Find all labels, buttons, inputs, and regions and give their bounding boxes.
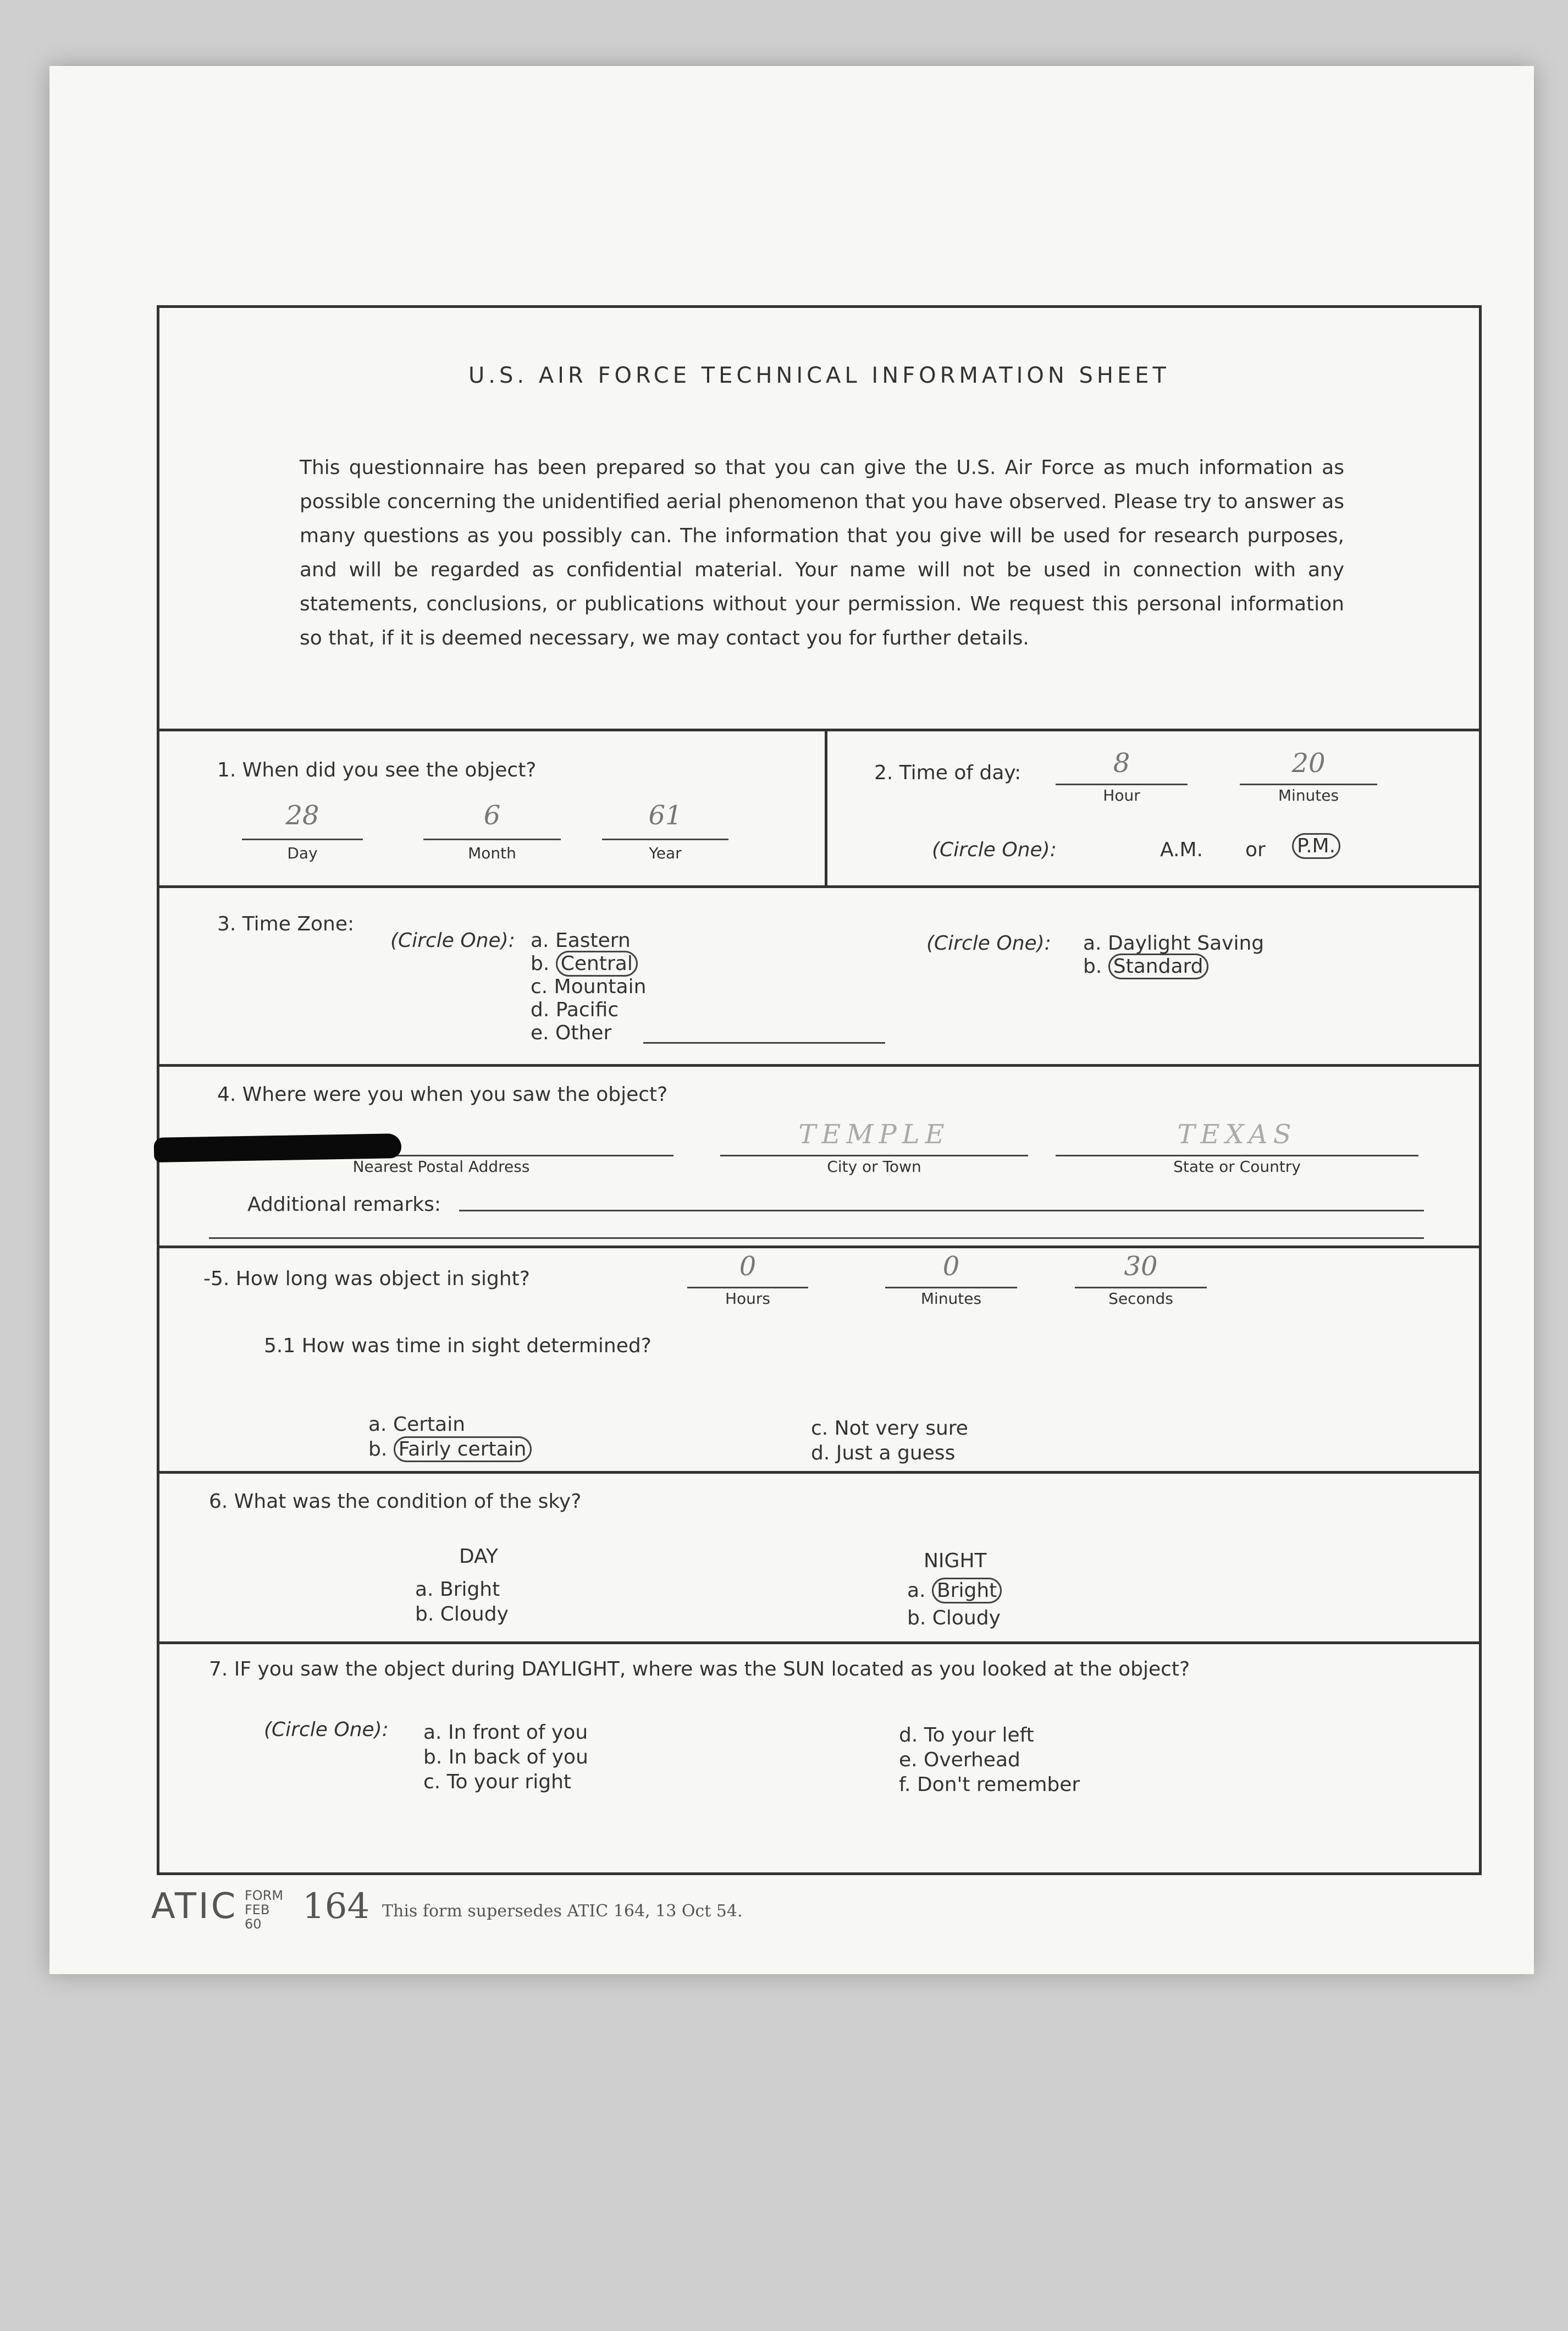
q3-other-line — [643, 1042, 885, 1044]
q6-day-cloudy: b. Cloudy — [415, 1603, 509, 1625]
q1-month-label: Month — [468, 844, 516, 862]
q4-address-label: Nearest Postal Address — [352, 1158, 530, 1176]
q5-opt-certain: a. Certain — [368, 1413, 466, 1436]
q7-opt-dont-remember: f. Don't remember — [899, 1773, 1080, 1796]
divider — [159, 885, 1479, 888]
q7-question: 7. IF you saw the object during DAYLIGHT, where was the SUN located as you looked at the object? — [209, 1658, 1190, 1680]
q1-year-line — [602, 839, 728, 840]
q5-opt-fairly-certain-prefix: b. — [368, 1438, 388, 1461]
q4-state-line — [1056, 1155, 1418, 1156]
q2-minutes-line — [1240, 784, 1377, 785]
form-number: 164 — [302, 1886, 370, 1927]
q1-day-value: 28 — [285, 800, 319, 831]
q4-remarks-line-2 — [209, 1237, 1424, 1239]
q4-city-value: TEMPLE — [798, 1119, 950, 1150]
q3-opt-eastern: a. Eastern — [531, 929, 631, 952]
q6-night-bright-row — [907, 1579, 1002, 1602]
q5-hours-line — [687, 1287, 808, 1288]
q2-question: 2. Time of day: — [874, 762, 1022, 784]
form-date: FEB 60 — [245, 1902, 270, 1932]
q6-day-header: DAY — [459, 1545, 498, 1568]
divider — [159, 1471, 1479, 1474]
q4-remarks-line — [459, 1210, 1424, 1211]
q2-hour-label: Hour — [1103, 786, 1140, 804]
form-sheet — [49, 66, 1534, 1974]
q2-minutes-label: Minutes — [1278, 786, 1339, 804]
q2-or: or — [1245, 839, 1266, 861]
q3-opt-pacific: d. Pacific — [531, 999, 619, 1021]
q3-opt-mountain: c. Mountain — [531, 976, 647, 998]
q1-year-value: 61 — [648, 800, 682, 831]
q7-opt-to-right: c. To your right — [423, 1771, 571, 1793]
q7-opt-in-back: b. In back of you — [423, 1746, 588, 1768]
redacted-address — [154, 1133, 402, 1162]
q1-day-line — [242, 839, 363, 840]
q5-minutes-line — [885, 1287, 1017, 1288]
q2-pm: P.M. — [1292, 833, 1340, 859]
q2-hour-line — [1056, 784, 1188, 785]
q7-circle-one: (Circle One): — [264, 1718, 389, 1741]
q3-opt-central-prefix: b. — [531, 952, 550, 975]
form-frame — [157, 305, 1482, 1875]
q6-night-cloudy: b. Cloudy — [907, 1607, 1001, 1629]
q6-question: 6. What was the condition of the sky? — [209, 1490, 582, 1513]
q1-day-label: Day — [287, 844, 318, 862]
q6-night-bright: Bright — [932, 1578, 1002, 1603]
divider — [159, 1641, 1479, 1644]
q3-opt-other: e. Other — [531, 1022, 612, 1044]
q3-opt-central: Central — [556, 951, 638, 977]
form-date-block — [245, 1888, 283, 1931]
q3-circle-one-left: (Circle One): — [390, 929, 515, 952]
q7-opt-overhead: e. Overhead — [899, 1749, 1020, 1771]
q5-minutes-label: Minutes — [920, 1290, 982, 1308]
supersedes-note: This form supersedes ATIC 164, 13 Oct 54. — [382, 1902, 743, 1921]
q3-opt-central-row — [531, 952, 638, 975]
q1-year-label: Year — [649, 844, 682, 862]
q3-dst-standard-row — [1083, 955, 1208, 978]
q2-pm-circled — [1292, 835, 1340, 857]
q2-minutes-value: 20 — [1291, 748, 1326, 779]
q4-state-label: State or Country — [1173, 1158, 1301, 1176]
q4-question: 4. Where were you when you saw the object? — [217, 1083, 668, 1106]
divider — [159, 1246, 1479, 1248]
q4-state-value: TEXAS — [1177, 1119, 1297, 1150]
q3-dst-daylight: a. Daylight Saving — [1083, 932, 1265, 955]
q3-circle-one-right: (Circle One): — [926, 932, 1051, 955]
q1-month-value: 6 — [483, 800, 501, 831]
divider — [825, 729, 827, 885]
atic-label: ATIC — [151, 1886, 238, 1927]
divider — [159, 1064, 1479, 1067]
q2-am: A.M. — [1160, 839, 1203, 861]
q3-dst-standard: Standard — [1108, 954, 1208, 979]
q3-question: 3. Time Zone: — [217, 913, 355, 935]
intro-paragraph: This questionnaire has been prepared so that you can give the U.S. Air Force as much information as possible concerning the unidentified aerial phenomenon that you have observed. Please try to answer as many questions as you possibly can. The information that you give will be used for research purposes, and will be regarded as confidential material. Your name will not be used in connection with any statements, conclusions, or publications without your permission. We request this personal information so that, if it is deemed necessary, we may contact you for further details. — [300, 456, 1344, 649]
q5-opt-fairly-certain-row — [368, 1438, 532, 1461]
q7-opt-in-front: a. In front of you — [423, 1721, 588, 1744]
q5-opt-fairly-certain: Fairly certain — [394, 1436, 532, 1462]
q5-minutes-value: 0 — [942, 1251, 960, 1282]
divider — [159, 729, 1479, 731]
q4-remarks-label: Additional remarks: — [247, 1193, 441, 1216]
q5-seconds-value: 30 — [1124, 1251, 1158, 1282]
q6-day-bright: a. Bright — [415, 1578, 500, 1601]
q6-night-bright-prefix: a. — [907, 1579, 926, 1602]
q5-hours-value: 0 — [739, 1251, 757, 1282]
q7-opt-to-left: d. To your left — [899, 1724, 1034, 1746]
q5-seconds-label: Seconds — [1108, 1290, 1173, 1308]
q2-circle-one: (Circle One): — [932, 839, 1057, 861]
q1-month-line — [423, 839, 561, 840]
q5-sub-question: 5.1 How was time in sight determined? — [264, 1335, 652, 1357]
q1-question: 1. When did you see the object? — [217, 759, 537, 781]
q5-question: -5. How long was object in sight? — [203, 1268, 530, 1290]
q3-dst-standard-prefix: b. — [1083, 955, 1102, 978]
form-word: FORM — [245, 1888, 284, 1903]
q2-hour-value: 8 — [1113, 748, 1130, 779]
q6-night-header: NIGHT — [924, 1550, 987, 1572]
q4-city-line — [720, 1155, 1028, 1156]
q5-seconds-line — [1075, 1287, 1207, 1288]
q4-city-label: City or Town — [827, 1158, 921, 1176]
q5-opt-not-very-sure: c. Not very sure — [811, 1417, 968, 1440]
q5-hours-label: Hours — [725, 1290, 771, 1308]
form-title: U.S. AIR FORCE TECHNICAL INFORMATION SHEET — [468, 363, 1170, 388]
q5-opt-just-a-guess: d. Just a guess — [811, 1442, 956, 1464]
